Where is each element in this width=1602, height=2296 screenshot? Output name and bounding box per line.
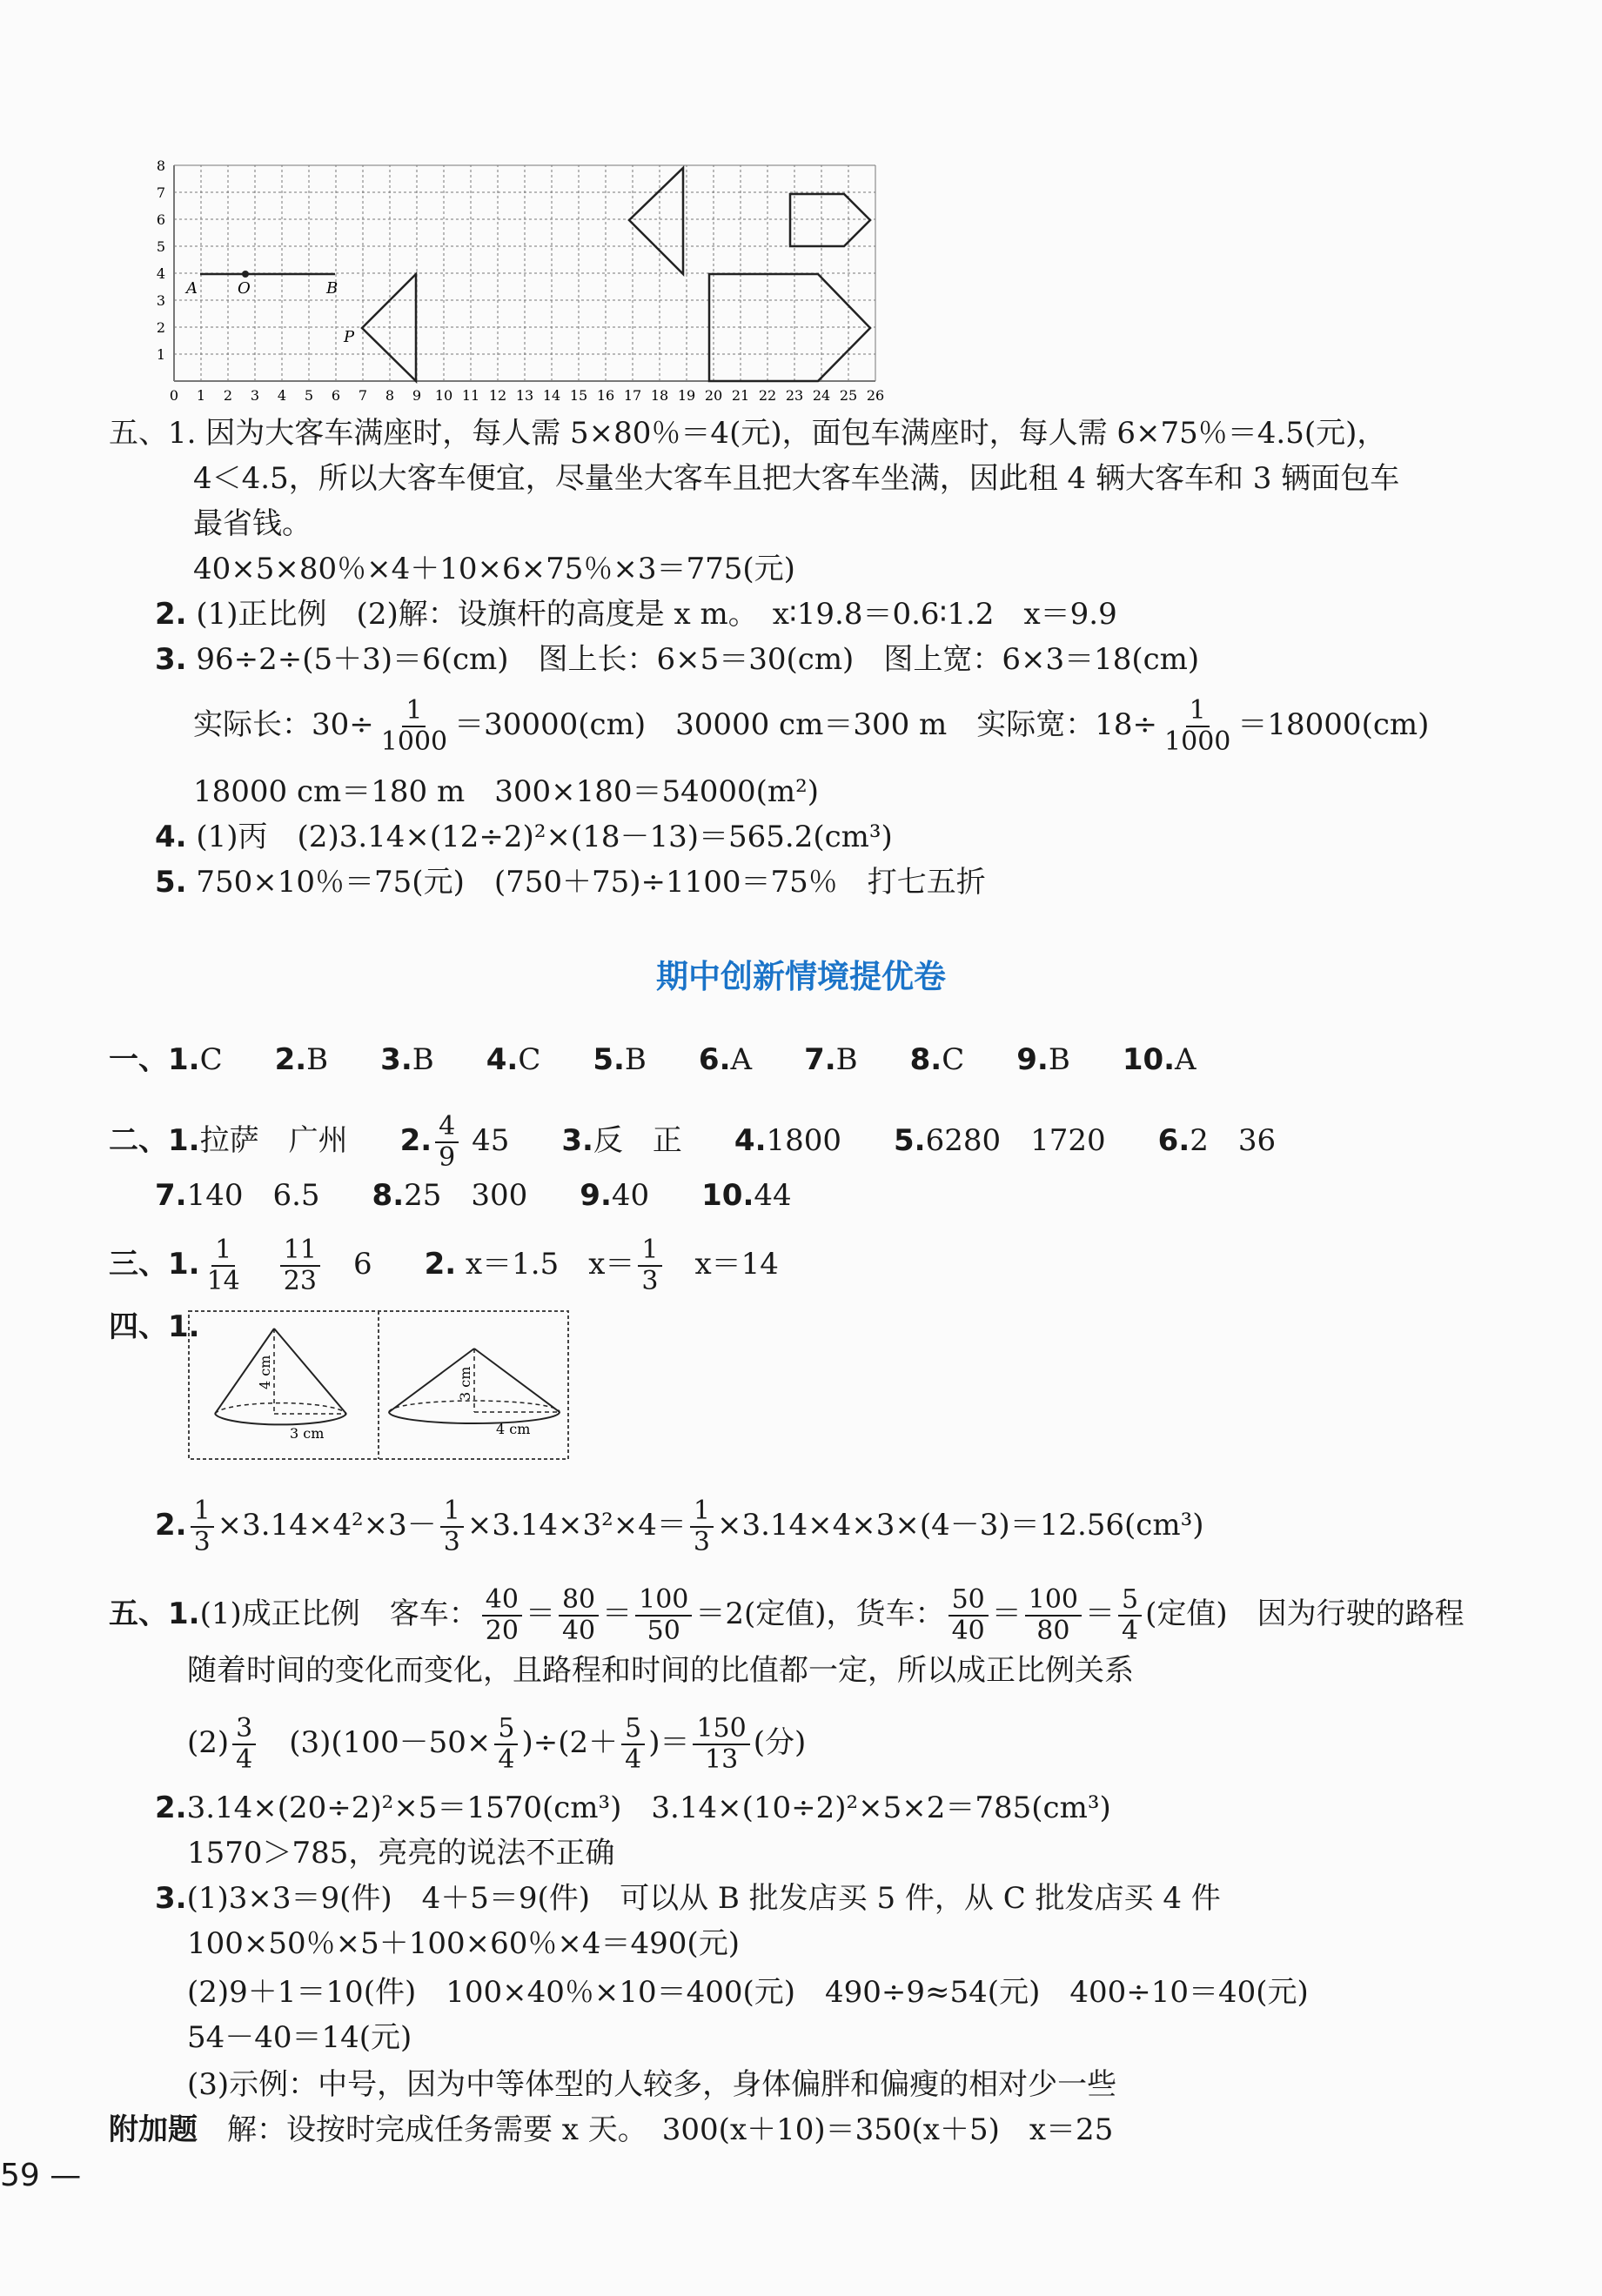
- x-axis-ticks: [170, 387, 884, 404]
- x-tick-label: 17: [623, 387, 642, 404]
- x-tick-label: 9: [412, 387, 422, 404]
- sec5a-q3a: 3. 96÷2÷(5＋3)＝6(cm) 图上长：6×5＝30(cm) 图上宽：6×3＝18(cm): [155, 642, 1200, 677]
- sec5b-q2a: 2.3.14×(20÷2)²×5＝1570(cm³) 3.14×(10÷2)²×5×2＝785(cm³): [155, 1791, 1111, 1825]
- y-tick-label: 1: [156, 346, 165, 363]
- x-tick-label: 2: [223, 387, 233, 404]
- fraction: $\frac{50}{40}$: [948, 1585, 989, 1646]
- fraction: $\frac{1}{3}$: [191, 1496, 214, 1557]
- sec5a-line3: 最省钱。: [193, 506, 312, 541]
- fraction: $\frac{5}{4}$: [621, 1714, 645, 1775]
- sec5a-q4: 4. (1)丙 (2)3.14×(12÷2)²×(18－13)＝565.2(cm³): [155, 820, 893, 854]
- x-tick-label: 25: [839, 387, 858, 404]
- sec5b-q3a: 3.(1)3×3＝9(件) 4＋5＝9(件) 可以从 B 批发店买 5 件，从 C 批发店买 4 件: [155, 1881, 1221, 1916]
- point-o: [242, 271, 249, 278]
- cone1-radius-label: 3 cm: [290, 1425, 325, 1442]
- y-tick-label: 5: [156, 238, 165, 255]
- x-tick-label: 15: [569, 387, 588, 404]
- fraction: $\frac{100}{80}$: [1025, 1585, 1082, 1646]
- x-tick-label: 10: [434, 387, 453, 404]
- y-tick-label: 4: [156, 265, 165, 282]
- sec3-row: 三、1. $\frac{1}{14}$ $\frac{11}{23}$ 6 2. x＝1.5 x＝ $\frac{1}{3}$ x＝14: [109, 1235, 779, 1296]
- fraction: $\frac{5}{4}$: [494, 1714, 518, 1775]
- cone2-height-label: 3 cm: [457, 1366, 473, 1401]
- section-title: 期中创新情境提优卷: [656, 958, 946, 995]
- label-o: O: [238, 279, 251, 298]
- sec5b-q3b: 100×50％×5＋100×60％×4＝490(元): [187, 1926, 740, 1961]
- fraction: $\frac{11}{23}$: [280, 1235, 320, 1296]
- triangle-upper: [629, 168, 683, 274]
- fraction: $\frac{5}{4}$: [1118, 1585, 1142, 1646]
- label-a: A: [186, 279, 198, 298]
- sec5b-q2b: 1570＞785，亮亮的说法不正确: [187, 1836, 615, 1871]
- sec5a-q5: 5. 750×10％＝75(元) (750＋75)÷1100＝75％ 打七五折: [155, 865, 986, 900]
- cones-figure: [187, 1309, 572, 1462]
- pentagon-small: [790, 194, 870, 246]
- x-tick-label: 4: [277, 387, 287, 404]
- x-tick-label: 20: [704, 387, 723, 404]
- sec5b-line1: 五、1.(1)成正比例 客车： $\frac{40}{20}$ ＝ $\frac{80}{40}$ ＝ $\frac{100}{50}$ ＝2(定值)，货车： $\frac{50}{40}$ ＝ $\frac{100}{80}$ ＝ $\frac{5}{4}$ (定值) 因为行驶的路程: [109, 1584, 1465, 1646]
- y-tick-label: 2: [156, 319, 165, 336]
- sec2-row1: 二、1.拉萨 广州 2. $\frac{4}{9}$ 45 3.反 正 4.1800 5.6280 1720 6.2 36: [109, 1111, 1277, 1173]
- sec5b-q3d: 54－40＝14(元): [187, 2020, 412, 2055]
- fraction: $\frac{1}{1000}$: [1164, 695, 1231, 757]
- x-tick-label: 22: [758, 387, 777, 404]
- sec5a-line2: 4＜4.5，所以大客车便宜，尽量坐大客车且把大客车坐满，因此租 4 辆大客车和 3 辆面包车: [193, 461, 1400, 496]
- x-tick-label: 23: [785, 387, 804, 404]
- y-tick-label: 7: [156, 184, 165, 201]
- x-tick-label: 18: [650, 387, 669, 404]
- x-tick-label: 16: [596, 387, 615, 404]
- x-tick-label: 14: [542, 387, 561, 404]
- page-number: 59 —: [0, 2158, 82, 2193]
- coordinate-grid-figure: [148, 152, 888, 409]
- fraction: $\frac{100}{50}$: [635, 1585, 692, 1646]
- x-tick-label: 1: [196, 387, 206, 404]
- fraction: $\frac{3}{4}$: [232, 1714, 256, 1775]
- sec4-q2: 2. $\frac{1}{3}$ ×3.14×4²×3－ $\frac{1}{3}$ ×3.14×3²×4＝ $\frac{1}{3}$ ×3.14×4×3×(4－3)＝12.56(cm³): [155, 1496, 1204, 1557]
- sec5b-line2: 随着时间的变化而变化，且路程和时间的比值都一定，所以成正比例关系: [187, 1653, 1134, 1688]
- bonus-question: 附加题 解：设按时完成任务需要 x 天。 300(x＋10)＝350(x＋5) x＝25: [109, 2112, 1114, 2147]
- cone-1: [215, 1329, 346, 1442]
- fraction: $\frac{1}{14}$: [206, 1235, 240, 1296]
- x-tick-label: 11: [461, 387, 480, 404]
- fraction: $\frac{4}{9}$: [435, 1112, 459, 1173]
- x-tick-label: 12: [488, 387, 507, 404]
- sec1-answers: 一、1.C 2.B 3.B 4.C 5.B 6.A 7.B 8.C 9.B 10.A: [109, 1042, 1196, 1077]
- x-tick-label: 21: [731, 387, 750, 404]
- x-tick-label: 13: [515, 387, 534, 404]
- x-tick-label: 7: [358, 387, 368, 404]
- x-tick-label: 0: [169, 387, 179, 404]
- fraction: $\frac{40}{20}$: [482, 1585, 522, 1646]
- sec5a-line1: 五、1. 因为大客车满座时，每人需 5×80％＝4(元)，面包车满座时，每人需 6×75％＝4.5(元)，: [109, 416, 1387, 451]
- y-axis-ticks: [157, 157, 165, 363]
- sec2-row2: 7.140 6.5 8.25 300 9.40 10.44: [155, 1178, 792, 1213]
- cone1-height-label: 4 cm: [257, 1355, 273, 1389]
- fraction: $\frac{80}{40}$: [559, 1585, 599, 1646]
- fraction: $\frac{1}{3}$: [690, 1496, 714, 1557]
- cone-2: [389, 1349, 560, 1437]
- sec5a-q3b: 实际长：30÷ $\frac{1}{1000}$ ＝30000(cm) 30000 cm＝300 m 实际宽：18÷ $\frac{1}{1000}$ ＝18000(cm): [193, 695, 1430, 757]
- y-tick-label: 6: [156, 211, 165, 228]
- x-tick-label: 19: [677, 387, 696, 404]
- sec4-lead: 四、1.: [109, 1309, 200, 1344]
- sec5b-line3: (2) $\frac{3}{4}$ (3)(100－50× $\frac{5}{4}$ )÷(2＋ $\frac{5}{4}$ )＝ $\frac{150}{13}$ (分): [187, 1713, 807, 1775]
- sec5b-q3e: (3)示例：中号，因为中等体型的人较多，身体偏胖和偏瘦的相对少一些: [187, 2067, 1117, 2102]
- label-b: B: [326, 279, 338, 298]
- fraction: $\frac{150}{13}$: [693, 1714, 749, 1775]
- x-tick-label: 3: [250, 387, 260, 404]
- fraction: $\frac{1}{3}$: [638, 1235, 661, 1296]
- x-tick-label: 5: [304, 387, 314, 404]
- fraction: $\frac{1}{3}$: [440, 1496, 464, 1557]
- y-tick-label: 8: [156, 157, 165, 174]
- sec5a-q3c: 18000 cm＝180 m 300×180＝54000(m²): [193, 774, 820, 809]
- y-tick-label: 3: [156, 292, 165, 309]
- label-p: P: [344, 328, 355, 346]
- sec5a-q2: 2. (1)正比例 (2)解：设旗杆的高度是 x m。 x∶19.8＝0.6∶1.2 x＝9.9: [155, 597, 1117, 632]
- x-tick-label: 8: [385, 387, 395, 404]
- x-tick-label: 24: [812, 387, 831, 404]
- fraction: $\frac{1}{1000}$: [380, 695, 448, 757]
- x-tick-label: 26: [866, 387, 885, 404]
- sec5b-q3c: (2)9＋1＝10(件) 100×40％×10＝400(元) 490÷9≈54(元) 400÷10＝40(元): [187, 1975, 1309, 2010]
- sec5a-line4: 40×5×80％×4＋10×6×75％×3＝775(元): [193, 552, 795, 586]
- x-tick-label: 6: [331, 387, 341, 404]
- cone2-radius-label: 4 cm: [496, 1421, 531, 1437]
